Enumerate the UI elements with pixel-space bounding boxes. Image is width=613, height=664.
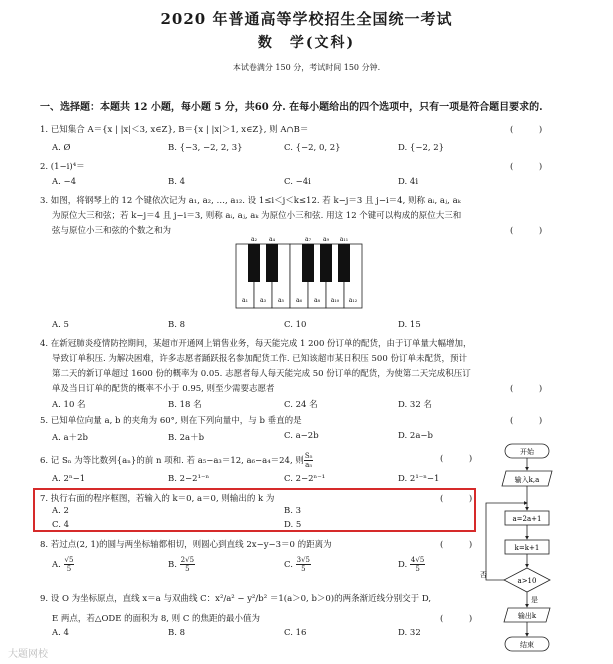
q6-stem [40, 452, 313, 469]
q8-stem: 8. 若过点(2, 1)的圆与两坐标轴都相切，则圆心到直线 2x−y−3＝0 的距离为 [40, 540, 332, 550]
piano-white-key-label: a₆ [296, 297, 302, 304]
q1-option-d: D. {−2, 2} [398, 143, 445, 153]
q8-option-c: C. $\frac{3√5}{5}$ [284, 556, 310, 573]
q9-stem-line1: 9. 设 O 为坐标原点，直线 x＝a 与双曲线 C：x²/a² − y²/b² ＝1(a＞0, b＞0)的两条渐近线分别交于 D, [40, 594, 432, 604]
q3-option-a: A. 5 [52, 320, 69, 330]
piano-black-key [248, 244, 260, 282]
piano-white-key-label: a₁ [242, 297, 248, 304]
q7-answer-paren: ( ) [440, 494, 473, 504]
flow-yes-label: 是 [531, 596, 538, 604]
q9-option-a: A. 4 [52, 628, 69, 638]
q5-option-a: A. a＋2b [52, 433, 88, 443]
flowchart-figure [478, 440, 578, 654]
q4-answer-paren: ( ) [510, 384, 543, 394]
q5-stem: 5. 已知单位向量 a, b 的夹角为 60°, 则在下列向量中，与 b 垂直的是 [40, 416, 302, 426]
watermark-logo: 大题网校 [8, 649, 48, 660]
flow-condition-text: a>10 [517, 577, 537, 585]
q6-fraction-den: a₅ [305, 461, 313, 469]
q9-option-d: D. 32 [398, 628, 421, 638]
exam-note: 本试卷满分 150 分，考试时间 150 分钟. [232, 63, 381, 72]
flow-step1-text: a=2a+1 [512, 515, 542, 523]
piano-black-key-label: a₇ [305, 236, 311, 243]
q5-option-c: C. a−2b [284, 431, 319, 441]
section-heading: 一、选择题：本题共 12 小题，每小题 5 分，共60 分. 在每小题给出的四个选项中，只有一项是符合题目要求的. [40, 102, 543, 113]
flow-step2-text: k=k+1 [514, 544, 540, 552]
piano-black-key [266, 244, 278, 282]
q8-option-d: D. $\frac{4√5}{5}$ [398, 556, 425, 573]
q3-option-d: D. 15 [398, 320, 421, 330]
piano-black-key [320, 244, 332, 282]
flow-no-label: 否 [480, 571, 487, 579]
q7-option-d: D. 5 [284, 520, 302, 530]
q6-fraction-num: S₅ [304, 452, 313, 460]
q1-option-a: A. Ø [52, 143, 71, 153]
q8-d-num: 4√5 [410, 556, 425, 564]
q4-option-b: B. 18 名 [168, 400, 202, 410]
q8-d-den: 5 [415, 565, 420, 573]
q1-option-b: B. {−3, −2, 2, 3} [168, 143, 243, 153]
q5-option-b: B. 2a＋b [168, 433, 205, 443]
q4-option-c: C. 24 名 [284, 400, 318, 410]
q3-option-b: B. 8 [168, 320, 186, 330]
exam-title: 2020 年普通高等学校招生全国统一考试 [160, 10, 453, 28]
piano-black-key-label: a₂ [251, 236, 257, 243]
q7-option-a: A. 2 [52, 506, 69, 516]
q9-stem-line2: E 两点，若△ODE 的面积为 8, 则 C 的焦距的最小值为 [52, 614, 261, 624]
q4-stem-line2: 导致订单积压. 为解决困难，许多志愿者踊跃报名参加配货工作. 已知该超市某日积压 500 份订单未配货，预计 [52, 354, 467, 364]
q8-b-den: 5 [185, 565, 190, 573]
q5-answer-paren: ( ) [510, 416, 543, 426]
flow-start-text: 开始 [520, 448, 534, 456]
q6-option-c: C. 2−2ⁿ⁻¹ [284, 474, 326, 484]
piano-white-key-label: a₁₂ [348, 297, 358, 304]
q8-answer-paren: ( ) [440, 540, 473, 550]
q7-option-b: B. 3 [284, 506, 302, 516]
q4-stem-line4: 单及当日订单的配货的概率不小于 0.95, 则至少需要志愿者 [52, 384, 275, 394]
q7-option-c: C. 4 [52, 520, 70, 530]
flow-end-text: 结束 [520, 641, 534, 649]
q1-option-c: C. {−2, 0, 2} [284, 143, 341, 153]
q8-option-a: A. $\frac{√5}{5}$ [52, 556, 74, 573]
q1-stem: 1. 已知集合 A＝{x | |x|＜3, x∈Z}, B＝{x | |x|＞1, x∈Z}, 则 A∩B＝ [40, 125, 309, 135]
q3-stem-line1: 3. 如图，将钢琴上的 12 个键依次记为 a₁, a₂, …, a₁₂. 设 1≤i＜j＜k≤12. 若 k−j＝3 且 j−i＝4, 则称 aᵢ, aⱼ, aₖ [40, 196, 461, 206]
q8-a-num: √5 [64, 556, 74, 564]
piano-black-key [302, 244, 314, 282]
flow-output-text: 输出k [517, 612, 537, 620]
q4-stem-line3: 第二天的新订单超过 1600 份的概率为 0.05. 志愿者每人每天能完成 50 份订单的配货，为使第二天完成积压订 [52, 369, 471, 379]
q3-option-c: C. 10 [284, 320, 307, 330]
q6-answer-paren: ( ) [440, 454, 473, 464]
piano-black-key-label: a₉ [323, 236, 329, 243]
q2-option-d: D. 4i [398, 177, 419, 187]
flow-input-text: 输入k,a [514, 476, 540, 484]
q1-answer-paren: ( ) [510, 125, 543, 135]
q8-b-num: 2√5 [180, 556, 195, 564]
q4-option-d: D. 32 名 [398, 400, 432, 410]
q6-option-b: B. 2−2¹⁻ⁿ [168, 474, 210, 484]
piano-black-key-label: a₁₁ [339, 236, 349, 243]
q8-a-den: 5 [66, 565, 72, 573]
q2-stem: 2. (1−i)⁴＝ [40, 162, 85, 172]
piano-keyboard-figure [234, 232, 374, 312]
q2-option-b: B. 4 [168, 177, 186, 187]
exam-subtitle: 数 学(文科) [257, 35, 356, 51]
q8-c-num: 3√5 [296, 556, 310, 564]
q9-answer-paren: ( ) [440, 614, 473, 624]
q6-option-a: A. 2ⁿ−1 [52, 474, 86, 484]
q2-answer-paren: ( ) [510, 162, 543, 172]
q5-option-d: D. 2a−b [398, 431, 433, 441]
q9-option-c: C. 16 [284, 628, 307, 638]
q3-answer-paren: ( ) [510, 226, 543, 236]
piano-black-key-label: a₄ [269, 236, 275, 243]
q2-option-a: A. −4 [52, 177, 77, 187]
piano-white-key-label: a₁₀ [330, 297, 340, 304]
q8-option-b: B. $\frac{2√5}{5}$ [168, 556, 195, 573]
q6-stem-text: 6. 记 Sₙ 为等比数列{aₙ}的前 n 项和. 若 a₅−a₃＝12, a₆−a₄＝24, 则 [40, 456, 304, 466]
piano-white-key-label: a₅ [278, 297, 284, 304]
q7-stem: 7. 执行右面的程序框图，若输入的 k＝0, a＝0, 则输出的 k 为 [40, 494, 275, 504]
q6-fraction [304, 452, 314, 469]
piano-white-key-label: a₃ [260, 297, 266, 304]
q9-option-b: B. 8 [168, 628, 186, 638]
q4-stem-line1: 4. 在新冠肺炎疫情防控期间，某超市开通网上销售业务，每天能完成 1 200 份订单的配货，由于订单量大幅增加， [40, 339, 472, 349]
q6-option-d: D. 2¹⁻ⁿ−1 [398, 474, 440, 484]
q4-option-a: A. 10 名 [52, 400, 86, 410]
q3-stem-line3: 弦与原位小三和弦的个数之和为 [52, 226, 172, 236]
q2-option-c: C. −4i [284, 177, 311, 187]
q3-stem-line2: 为原位大三和弦；若 k−j＝4 且 j−i＝3, 则称 aᵢ, aⱼ, aₖ 为原位小三和弦. 用这 12 个键可以构成的原位大三和 [52, 211, 462, 221]
piano-white-key-label: a₈ [314, 297, 320, 304]
piano-black-key [338, 244, 350, 282]
q8-c-den: 5 [301, 565, 306, 573]
